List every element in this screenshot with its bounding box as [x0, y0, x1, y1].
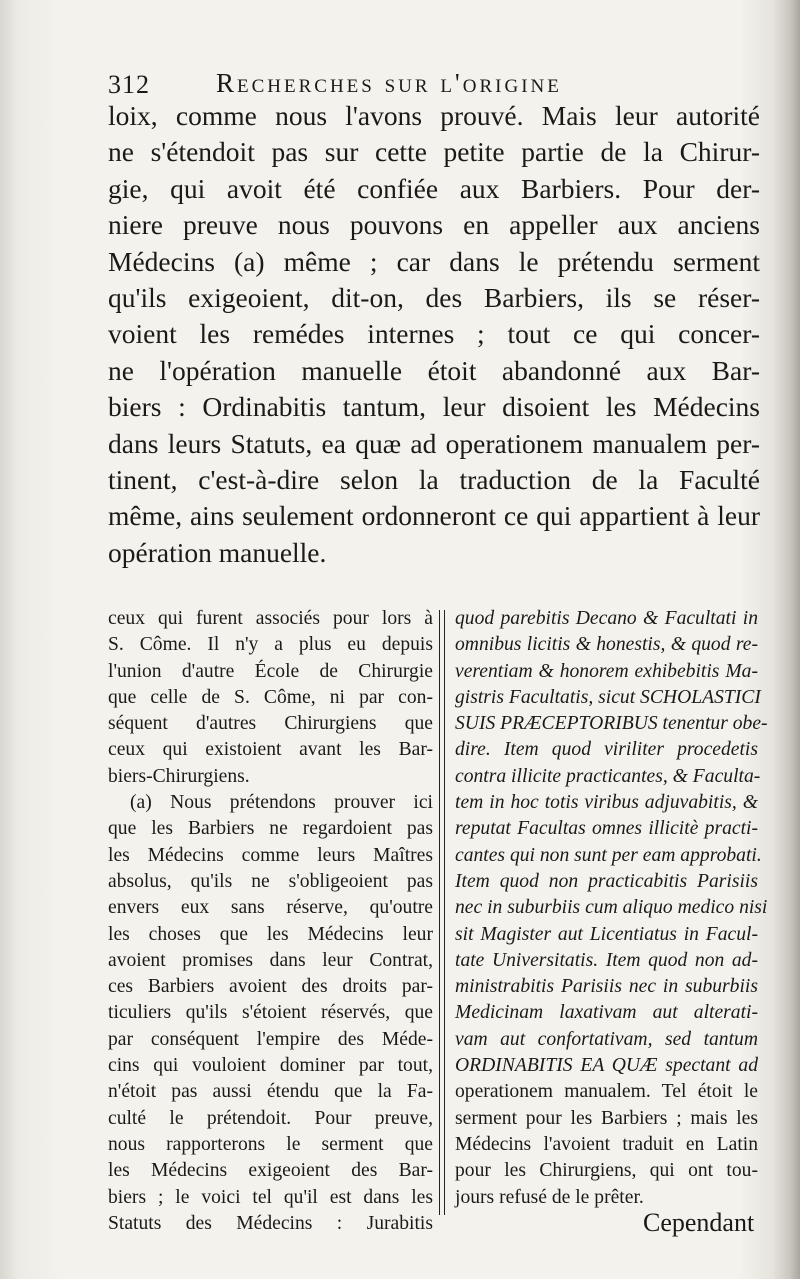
footnote-line: les choses que les Médecins leur	[108, 923, 433, 945]
footnote-line: les Médecins comme leurs Maîtres	[108, 844, 433, 866]
main-line: loix, comme nous l'avons prouvé. Mais leur autorité	[108, 100, 760, 131]
footnote-line: l'union d'autre École de Chirurgie	[108, 660, 433, 682]
footnote-line: Médecins l'avoient traduit en Latin	[455, 1133, 758, 1155]
footnote-line: reputat Facultas omnes illicitè practi-	[455, 818, 758, 840]
footnote-line: serment pour les Barbiers ; mais les	[455, 1107, 758, 1129]
footnote-line: Item quod non practicabitis Parisiis	[455, 870, 758, 892]
main-line: voient les remédes internes ; tout ce qui concer-	[108, 318, 760, 350]
main-line: tinent, c'est-à-dire selon la traduction de la Faculté	[108, 464, 760, 496]
main-line: opération manuelle.	[108, 536, 327, 568]
footnote-line: operationem manualem. Tel étoit le	[455, 1081, 758, 1103]
main-line: gie, qui avoit été confiée aux Barbiers. Pour der-	[108, 172, 760, 204]
footnote-line: dire. Item quod viriliter procedetis	[455, 739, 758, 761]
footnote-line: ORDINABITIS EA QUÆ spectant ad	[455, 1055, 758, 1077]
main-line: Médecins (a) même ; car dans le prétendu serment	[108, 245, 760, 277]
footnote-line: nec in suburbiis cum aliquo medico nisi	[455, 897, 768, 919]
main-line: dans leurs Statuts, ea quæ ad operationem manualem per-	[108, 427, 760, 459]
footnote-line: biers-Chirurgiens.	[108, 765, 250, 787]
footnote-line: verentiam & honorem exhibebitis Ma-	[455, 660, 758, 682]
footnote-left-column	[108, 606, 433, 1237]
footnote-line: (a) Nous prétendons prouver ici	[130, 792, 433, 814]
footnote-line: n'étoit pas aussi étendu que la Fa-	[108, 1081, 433, 1103]
main-line: ne l'opération manuelle étoit abandonné aux Bar-	[108, 354, 760, 386]
catchword: Cependant	[643, 1208, 755, 1237]
footnote-line: S. Côme. Il n'y a plus eu depuis	[108, 634, 433, 656]
footnote-line: envers eux sans réserve, qu'outre	[108, 897, 433, 919]
main-text	[108, 98, 760, 571]
footnote-line: vam aut confortativam, sed tantum	[455, 1028, 758, 1050]
footnote-line: omnibus licitis & honestis, & quod re-	[455, 634, 758, 656]
footnote-line: sit Magister aut Licentiatus in Facul-	[455, 923, 758, 945]
page-number: 312	[108, 70, 150, 99]
main-line: même, ains seulement ordonneront ce qui appartient à leur	[108, 500, 760, 532]
footnote-line: jours refusé de le prêter.	[455, 1186, 644, 1208]
footnote-line: cantes qui non sunt per eam approbati.	[455, 844, 762, 866]
footnote-line: SUIS PRÆCEPTORIBUS tenentur obe-	[455, 713, 768, 735]
main-line: biers : Ordinabitis tantum, leur disoient les Médecins	[108, 391, 760, 423]
footnote-line: culté le prétendoit. Pour preuve,	[108, 1107, 433, 1129]
footnote-line: tem in hoc totis viribus adjuvabitis, &	[455, 792, 758, 814]
footnote-line: pour les Chirurgiens, qui ont tou-	[455, 1160, 758, 1182]
footnote-line: ministrabitis Parisiis nec in suburbiis	[455, 976, 758, 998]
footnote-line: tate Universitatis. Item quod non ad-	[455, 949, 758, 971]
footnote-line: Medicinam laxativam aut alterati-	[455, 1002, 758, 1024]
footnote-line: biers ; le voici tel qu'il est dans les	[108, 1186, 433, 1208]
footnote-line: ticuliers qu'ils s'étoient réservés, que	[108, 1002, 433, 1024]
main-line: qu'ils exigeoient, dit-on, des Barbiers, ils se réser-	[108, 282, 760, 314]
column-divider	[439, 610, 445, 1215]
footnote-line: par conséquent l'empire des Méde-	[108, 1028, 433, 1050]
footnote-line: avoient promises dans leur Contrat,	[108, 949, 433, 971]
footnote-line: ceux qui existoient avant les Bar-	[108, 739, 433, 761]
footnote-line: les Médecins exigeoient des Bar-	[108, 1160, 433, 1182]
footnote-line: contra illicite practicantes, & Faculta-	[455, 765, 761, 787]
footnote-line: séquent d'autres Chirurgiens que	[108, 713, 433, 735]
footnote-line: absolus, qu'ils ne s'obligeoient pas	[108, 870, 433, 892]
footnote-line: cins qui vouloient dominer par tout,	[108, 1055, 433, 1077]
footnote-line: que les Barbiers ne regardoient pas	[108, 818, 433, 840]
running-title: Recherches sur l'origine	[216, 68, 562, 98]
footnote-line: gistris Facultatis, sicut SCHOLASTICI	[455, 686, 761, 708]
footnote-line: Statuts des Médecins : Jurabitis	[108, 1212, 433, 1234]
footnote-line: que celle de S. Côme, ni par con-	[108, 686, 433, 708]
footnote-line: quod parebitis Decano & Facultati in	[455, 608, 758, 629]
main-line: niere preuve nous pouvons en appeller aux anciens	[108, 209, 760, 241]
footnote-line: ces Barbiers avoient des droits par-	[108, 976, 433, 998]
main-line: ne s'étendoit pas sur cette petite partie de la Chirur-	[108, 136, 760, 168]
footnote-right-column	[455, 606, 768, 1211]
footnote-line: nous rapporterons le serment que	[108, 1133, 433, 1155]
footnote-line: ceux qui furent associés pour lors à	[108, 608, 433, 629]
